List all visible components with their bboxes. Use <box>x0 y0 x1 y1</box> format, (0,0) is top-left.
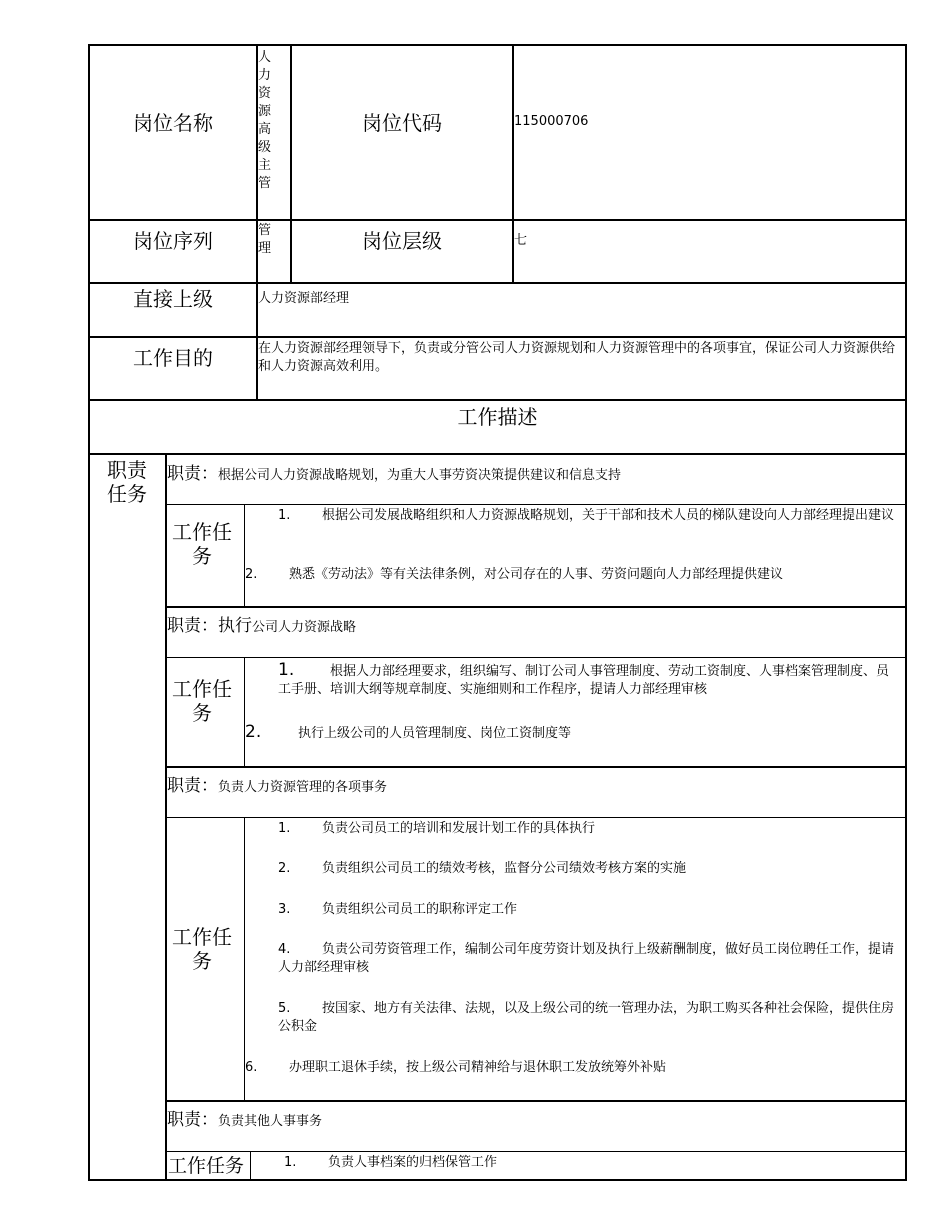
post-sequence-value: 管理 <box>258 223 272 256</box>
post-sequence-label: 岗位序列 <box>133 229 213 253</box>
border-left <box>88 44 90 1181</box>
task-number: 6. <box>245 1060 258 1075</box>
task-number: 1. <box>278 508 291 523</box>
task-item <box>278 860 898 878</box>
task-number: 3. <box>278 902 291 917</box>
divider <box>250 1151 251 1180</box>
task-label: 工作任务 <box>168 1155 245 1177</box>
task-text: 根据公司发展战略组织和人力资源战略规划，关于干部和技术人员的梯队建设向人力部经理提出建议 <box>322 508 895 523</box>
task-item <box>278 661 898 699</box>
task-item <box>245 1059 895 1077</box>
border-top <box>88 44 907 46</box>
divider <box>165 766 907 768</box>
divider <box>165 817 907 818</box>
task-item <box>278 901 898 919</box>
task-text: 根据人力部经理要求，组织编写、制订公司人事管理制度、劳动工资制度、人事档案管理制度、员工手册、培训大纲等规章制度、实施细则和工作程序，提请人力部经理审核 <box>278 664 890 697</box>
task-text: 熟悉《劳动法》等有关法律条例，对公司存在的人事、劳资问题向人力部经理提供建议 <box>289 567 784 582</box>
divider <box>88 336 907 338</box>
post-name-value: 人力资源高级主管 <box>258 50 272 191</box>
duty-text: 负责人力资源管理的各项事务 <box>218 780 388 795</box>
duty-prefix: 职责： <box>167 464 218 484</box>
post-code-label: 岗位代码 <box>362 111 442 135</box>
divider <box>165 657 907 658</box>
task-text: 执行上级公司的人员管理制度、岗位工资制度等 <box>298 726 572 741</box>
duty-side-label: 职责任务 <box>107 458 147 506</box>
divider <box>244 504 245 607</box>
border-right <box>905 44 907 1181</box>
task-item <box>245 566 895 584</box>
task-text: 负责公司劳资管理工作，编制公司年度劳资计划及执行上级薪酬制度，做好员工岗位聘任工作，提请人力部经理审核 <box>278 942 895 975</box>
task-number: 1. <box>278 821 291 836</box>
divider <box>88 453 907 455</box>
task-item <box>245 723 895 743</box>
post-level-value: 七 <box>514 233 528 248</box>
task-text: 负责组织公司员工的绩效考核，监督分公司绩效考核方案的实施 <box>322 861 687 876</box>
post-name-label: 岗位名称 <box>133 111 213 135</box>
duty-heading <box>167 771 902 797</box>
divider <box>88 282 907 284</box>
duty-text: 负责其他人事事务 <box>218 1114 323 1129</box>
post-code-value: 115000706 <box>514 114 589 129</box>
task-text: 负责人事档案的归档保管工作 <box>328 1155 498 1170</box>
duty-heading <box>167 459 902 485</box>
purpose-label: 工作目的 <box>133 346 213 370</box>
task-label: 工作任务 <box>172 677 232 725</box>
task-number: 1. <box>278 660 295 680</box>
duty-heading <box>167 1105 902 1131</box>
task-item <box>278 941 898 977</box>
divider <box>244 657 245 767</box>
task-text: 按国家、地方有关法律、法规，以及上级公司的统一管理办法，为职工购买各种社会保险，提供住房公积金 <box>278 1001 895 1034</box>
task-number: 2. <box>245 567 258 582</box>
divider <box>165 606 907 608</box>
task-item <box>278 507 898 525</box>
task-item <box>284 1154 894 1172</box>
duty-heading <box>167 611 902 637</box>
task-label: 工作任务 <box>172 520 232 568</box>
divider <box>88 219 907 221</box>
superior-value: 人力资源部经理 <box>258 291 350 306</box>
divider <box>165 1100 907 1102</box>
task-number: 5. <box>278 1001 291 1016</box>
task-number: 2. <box>278 861 291 876</box>
duty-prefix: 职责： <box>167 776 218 796</box>
task-text: 负责公司员工的培训和发展计划工作的具体执行 <box>322 821 596 836</box>
task-item <box>278 820 898 838</box>
section-title: 工作描述 <box>457 405 538 429</box>
duty-prefix: 职责：执行 <box>167 616 252 636</box>
divider <box>165 1151 907 1152</box>
divider <box>165 504 907 505</box>
purpose-value: 在人力资源部经理领导下，负责或分管公司人力资源规划和人力资源管理中的各项事宜，保证公司人力资源供给和人力资源高效利用。 <box>258 341 896 374</box>
task-item <box>278 1000 898 1036</box>
task-text: 办理职工退休手续，按上级公司精神给与退休职工发放统筹外补贴 <box>289 1060 667 1075</box>
task-number: 1. <box>284 1155 297 1170</box>
duty-text: 公司人力资源战略 <box>252 620 357 635</box>
superior-label: 直接上级 <box>133 287 213 311</box>
duty-prefix: 职责： <box>167 1110 218 1130</box>
post-level-label: 岗位层级 <box>362 229 442 253</box>
duty-text: 根据公司人力资源战略规划，为重大人事劳资决策提供建议和信息支持 <box>218 468 622 483</box>
task-label: 工作任务 <box>172 925 232 973</box>
divider <box>88 399 907 401</box>
task-text: 负责组织公司员工的职称评定工作 <box>322 902 518 917</box>
task-number: 4. <box>278 942 291 957</box>
task-number: 2. <box>245 722 262 742</box>
border-bottom <box>88 1179 907 1181</box>
